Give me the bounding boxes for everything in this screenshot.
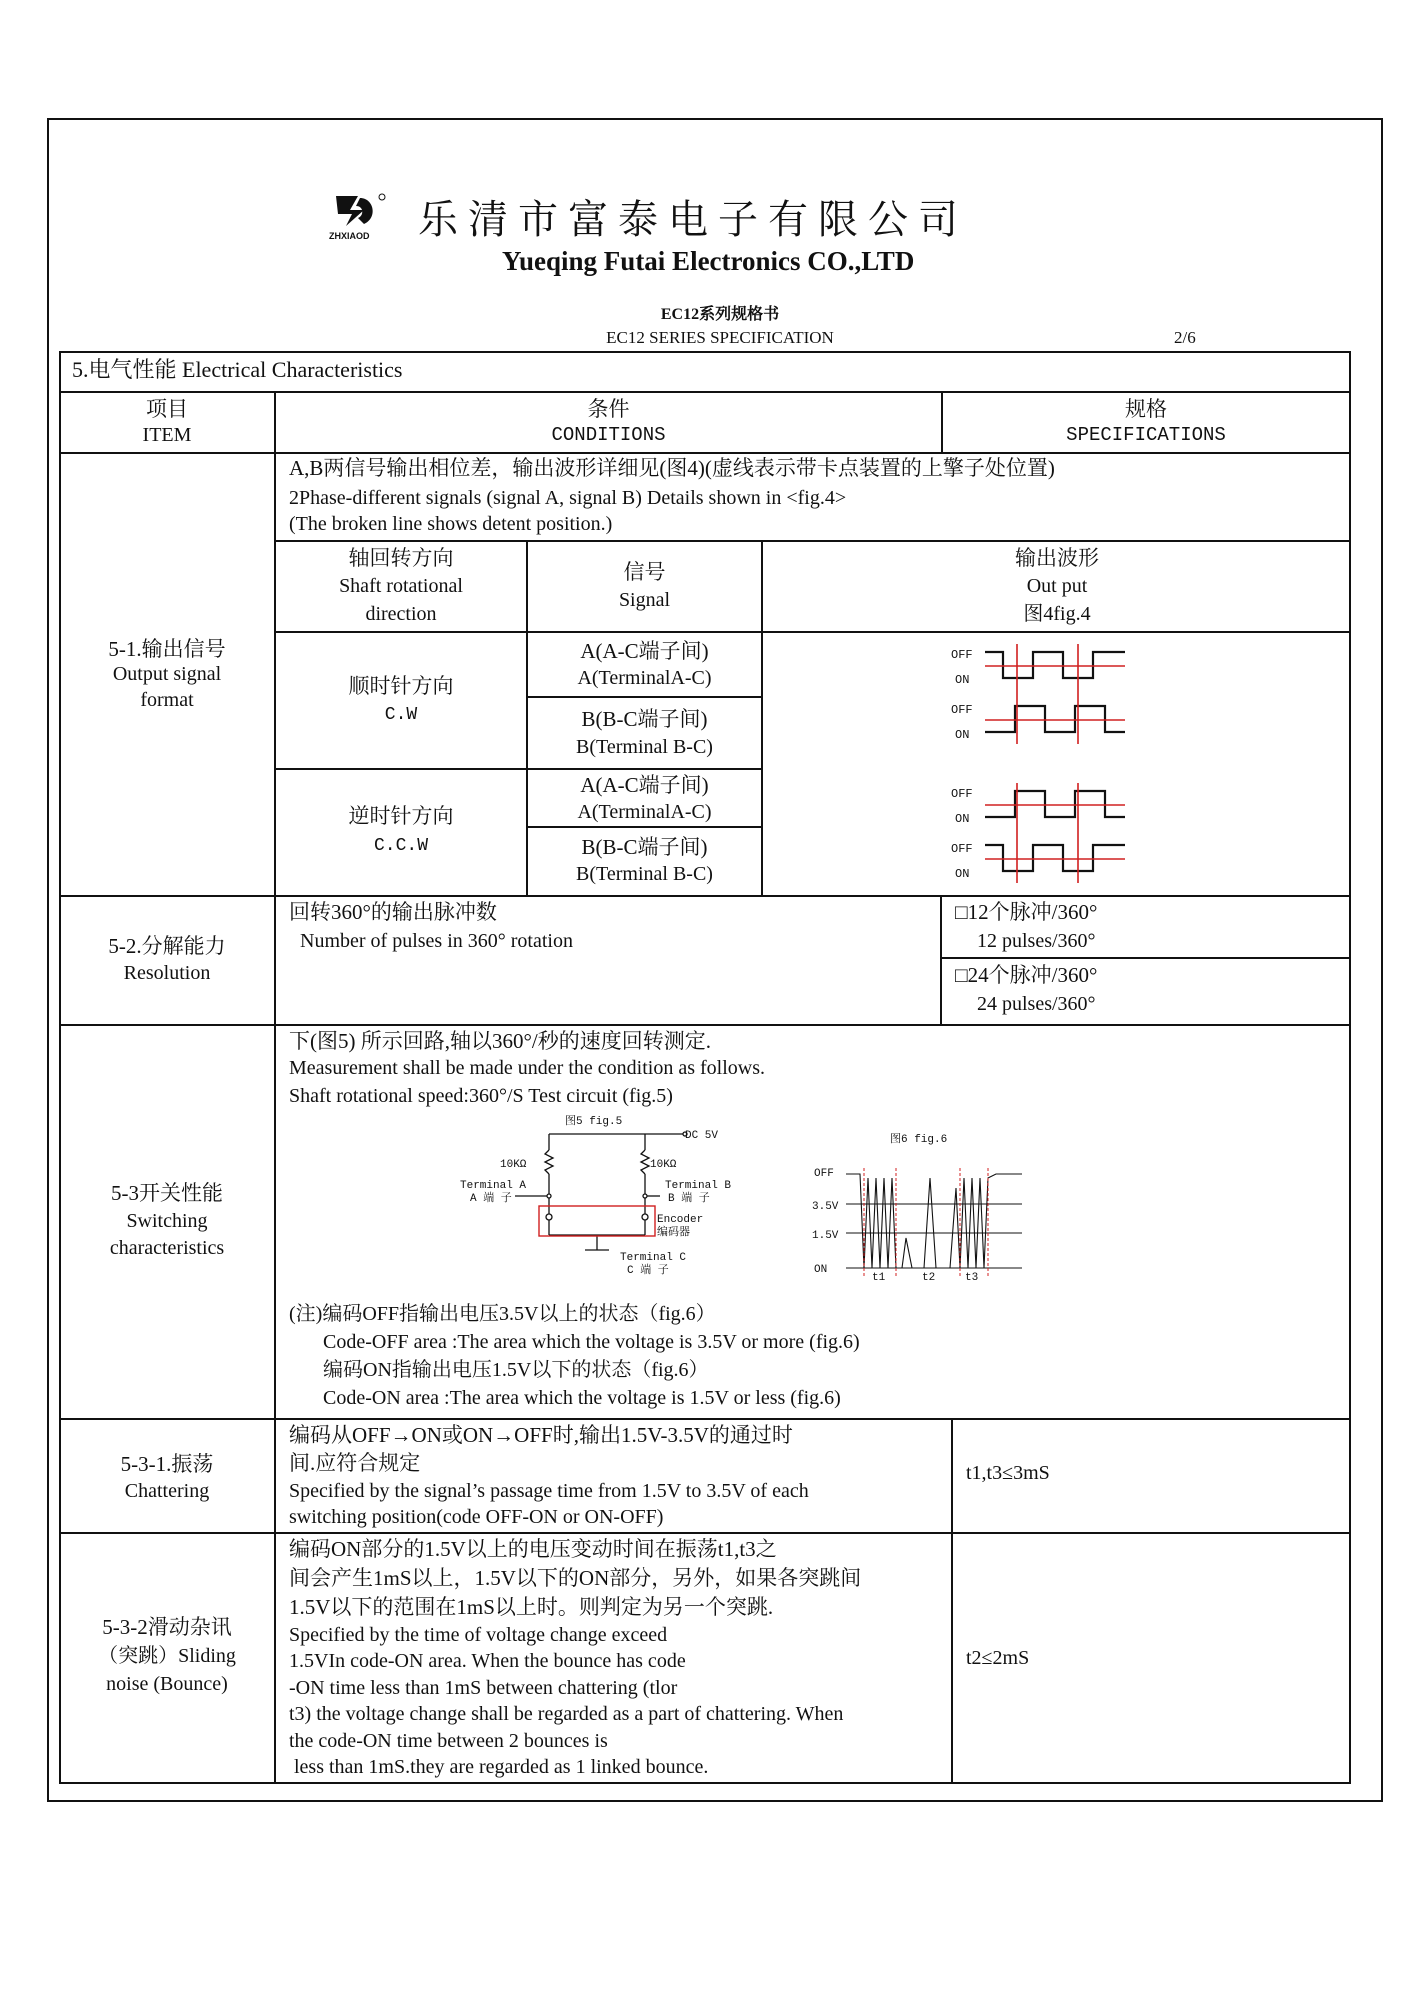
col-spec-en: SPECIFICATIONS [1066, 424, 1226, 446]
wave-ccw-b-off-label: OFF [951, 842, 973, 856]
switching-note-1: (注)编码OFF指输出电压3.5V以上的状态（fig.6） [289, 1303, 716, 1325]
hdr-signal-cn: 信号 [623, 560, 666, 584]
wave-cw-b-on-label: ON [955, 728, 970, 742]
logo-mark [336, 194, 385, 226]
chattering-cond-1: 编码从OFF→ON或ON→OFF时,输出1.5V-3.5V的通过时 [289, 1423, 793, 1447]
chattering-spec: t1,t3≤3mS [966, 1462, 1050, 1484]
fig5-r2: 10KΩ [650, 1159, 677, 1171]
fig5-encoder: Encoder [657, 1214, 704, 1226]
fig6-v35: 3.5V [812, 1201, 839, 1213]
chattering-cond-3: Specified by the signal’s passage time from 1.5V to 3.5V of each [289, 1480, 809, 1502]
chattering-cond-2: 间.应符合规定 [289, 1451, 421, 1475]
ccw-en: C.C.W [373, 836, 428, 856]
wave-cw-a [985, 652, 1125, 678]
bounce-cond-5: 1.5VIn code-ON area. When the bounce has code [289, 1650, 686, 1672]
item-chattering-en: Chattering [124, 1480, 210, 1502]
bounce-cond-9: less than 1mS.they are regarded as 1 linked bounce. [289, 1756, 709, 1778]
switching-note-2: Code-OFF area :The area which the voltage is 3.5V or more (fig.6) [323, 1331, 860, 1353]
item-chattering-cn: 5-3-1.振荡 [120, 1452, 214, 1476]
fig5-term-a: Terminal A [460, 1180, 527, 1192]
fig6-t2: t2 [922, 1272, 936, 1284]
hdr-rotation-en2: direction [365, 603, 437, 625]
hdr-output-en: Out put [1026, 575, 1088, 597]
output-desc-en2: (The broken line shows detent position.) [289, 513, 613, 535]
bounce-cond-8: the code-ON time between 2 bounces is [289, 1730, 608, 1752]
cw-signal-a-cn: A(A-C端子间) [580, 639, 709, 663]
item-output-signal-en2: format [140, 689, 194, 711]
fig5-term-b-cn: B 端 子 [668, 1193, 710, 1205]
fig5-term-c-cn: C 端 子 [627, 1265, 669, 1277]
waveform-ccw [945, 779, 1135, 889]
item-output-signal-cn: 5-1.输出信号 [108, 637, 226, 661]
wave-ccw-b [985, 845, 1125, 871]
hdr-signal-en: Signal [618, 589, 671, 611]
wave-ccw-a-on-label: ON [955, 812, 970, 826]
bounce-cond-6: -ON time less than 1mS between chattering (tlor [289, 1677, 678, 1699]
fig5-dc: DC 5V [685, 1130, 719, 1142]
cw-signal-b-cn: B(B-C端子间) [581, 707, 708, 731]
resolution-spec1-cn[interactable]: □12个脉冲/360° [955, 900, 1098, 924]
item-switching-cn: 5-3开关性能 [111, 1181, 223, 1205]
bounce-cond-7: t3) the voltage change shall be regarded as a part of chattering. When [289, 1703, 844, 1725]
bounce-cond-3: 1.5V以下的范围在1mS以上时。则判定为另一个突跳. [289, 1595, 774, 1619]
fig5-term-b: Terminal B [665, 1180, 732, 1192]
switching-note-4: Code-ON area :The area which the voltage is 1.5V or less (fig.6) [323, 1387, 841, 1409]
fig6-off: OFF [814, 1168, 834, 1180]
fig5-term-c: Terminal C [620, 1252, 687, 1264]
hdr-rotation-cn: 轴回转方向 [348, 546, 454, 570]
company-name-en: Yueqing Futai Electronics CO.,LTD [502, 246, 915, 276]
bounce-cond-4: Specified by the time of voltage change exceed [289, 1624, 668, 1646]
item-bounce-cn: 5-3-2滑动杂讯 [102, 1615, 232, 1639]
ccw-signal-a-cn: A(A-C端子间) [580, 773, 709, 797]
fig6-on: ON [814, 1264, 828, 1276]
output-desc-cn: A,B两信号输出相位差，输出波形详细见(图4)(虚线表示带卡点装置的上擎子处位置) [289, 456, 1055, 480]
switching-cond-cn: 下(图5) 所示回路,轴以360°/秒的速度回转测定. [289, 1029, 711, 1053]
company-name-cn: 乐 清 市 富 泰 电 子 有 限 公 司 [418, 197, 958, 242]
fig6-v15: 1.5V [812, 1230, 839, 1242]
fig6-title: 图6 fig.6 [890, 1134, 948, 1146]
wave-cw-a-on-label: ON [955, 673, 970, 687]
output-desc-en1: 2Phase-different signals (signal A, signal B) Details shown in <fig.4> [289, 487, 847, 509]
bounce-cond-1: 编码ON部分的1.5V以上的电压变动时间在振荡t1,t3之 [289, 1537, 777, 1561]
logo-text: ZHXIAOD [329, 231, 370, 241]
test-circuit-fig5 [455, 1110, 755, 1290]
hdr-output-fig: 图4fig.4 [1023, 603, 1091, 625]
item-switching-en2: characteristics [109, 1237, 225, 1259]
chattering-cond-4: switching position(code OFF-ON or ON-OFF) [289, 1506, 664, 1528]
switching-cond-en1: Measurement shall be made under the condition as follows. [289, 1057, 765, 1079]
ccw-signal-a-en: A(TerminalA-C) [577, 801, 712, 823]
fig5-title: 图5 fig.5 [565, 1116, 623, 1128]
bounce-cond-2: 间会产生1mS以上，1.5V以下的ON部分，另外，如果各突跳间 [289, 1566, 862, 1590]
fig5-term-a-cn: A 端 子 [470, 1193, 512, 1205]
col-cond-en: CONDITIONS [551, 424, 666, 446]
switching-cond-en2: Shaft rotational speed:360°/S Test circuit (fig.5) [289, 1085, 673, 1107]
switching-note-3: 编码ON指输出电压1.5V以下的状态（fig.6） [323, 1359, 709, 1381]
hdr-output-cn: 输出波形 [1015, 546, 1099, 570]
item-bounce-en2: noise (Bounce) [106, 1673, 228, 1695]
resolution-spec2-cn[interactable]: □24个脉冲/360° [955, 963, 1098, 987]
resolution-spec2-en: 24 pulses/360° [977, 993, 1096, 1015]
col-cond-cn: 条件 [587, 397, 630, 421]
wave-ccw-a [985, 791, 1125, 817]
ccw-cn: 逆时针方向 [348, 804, 454, 828]
bounce-spec: t2≤2mS [966, 1647, 1030, 1669]
item-bounce-en1: （突跳）Sliding [98, 1645, 236, 1667]
fig6-t1: t1 [872, 1272, 886, 1284]
wave-cw-a-off-label: OFF [951, 648, 973, 662]
item-resolution-en: Resolution [123, 962, 211, 984]
col-spec-cn: 规格 [1125, 397, 1167, 421]
fig5-encoder-cn: 编码器 [657, 1227, 690, 1239]
fig5-r1: 10KΩ [500, 1159, 527, 1171]
waveform-cw [945, 640, 1135, 750]
wave-ccw-a-off-label: OFF [951, 787, 973, 801]
ccw-signal-b-en: B(Terminal B-C) [576, 863, 713, 885]
item-resolution-cn: 5-2.分解能力 [108, 934, 226, 958]
cw-cn: 顺时针方向 [348, 674, 454, 698]
cw-en: C.W [384, 705, 418, 725]
doc-title-en: EC12 SERIES SPECIFICATION [606, 328, 834, 347]
item-switching-en1: Switching [126, 1210, 208, 1232]
cw-signal-b-en: B(Terminal B-C) [576, 736, 713, 758]
hdr-rotation-en1: Shaft rotational [339, 575, 463, 597]
wave-ccw-b-on-label: ON [955, 867, 970, 881]
resolution-cond-en: Number of pulses in 360° rotation [300, 930, 573, 952]
col-item-cn: 项目 [146, 397, 188, 421]
chattering-waveform-fig6 [810, 1128, 1030, 1288]
wave-cw-b [985, 706, 1125, 732]
ccw-signal-b-cn: B(B-C端子间) [581, 835, 708, 859]
fig6-t3: t3 [965, 1272, 979, 1284]
page-number: 2/6 [1174, 328, 1196, 347]
wave-cw-b-off-label: OFF [951, 703, 973, 717]
col-item-en: ITEM [142, 424, 192, 446]
item-output-signal-en1: Output signal [112, 663, 222, 685]
section-title: 5.电气性能 Electrical Characteristics [72, 357, 403, 382]
doc-title-cn: EC12系列规格书 [660, 306, 780, 323]
cw-signal-a-en: A(TerminalA-C) [577, 667, 712, 689]
resolution-spec1-en: 12 pulses/360° [977, 930, 1096, 952]
resolution-cond-cn: 回转360°的输出脉冲数 [289, 900, 497, 924]
